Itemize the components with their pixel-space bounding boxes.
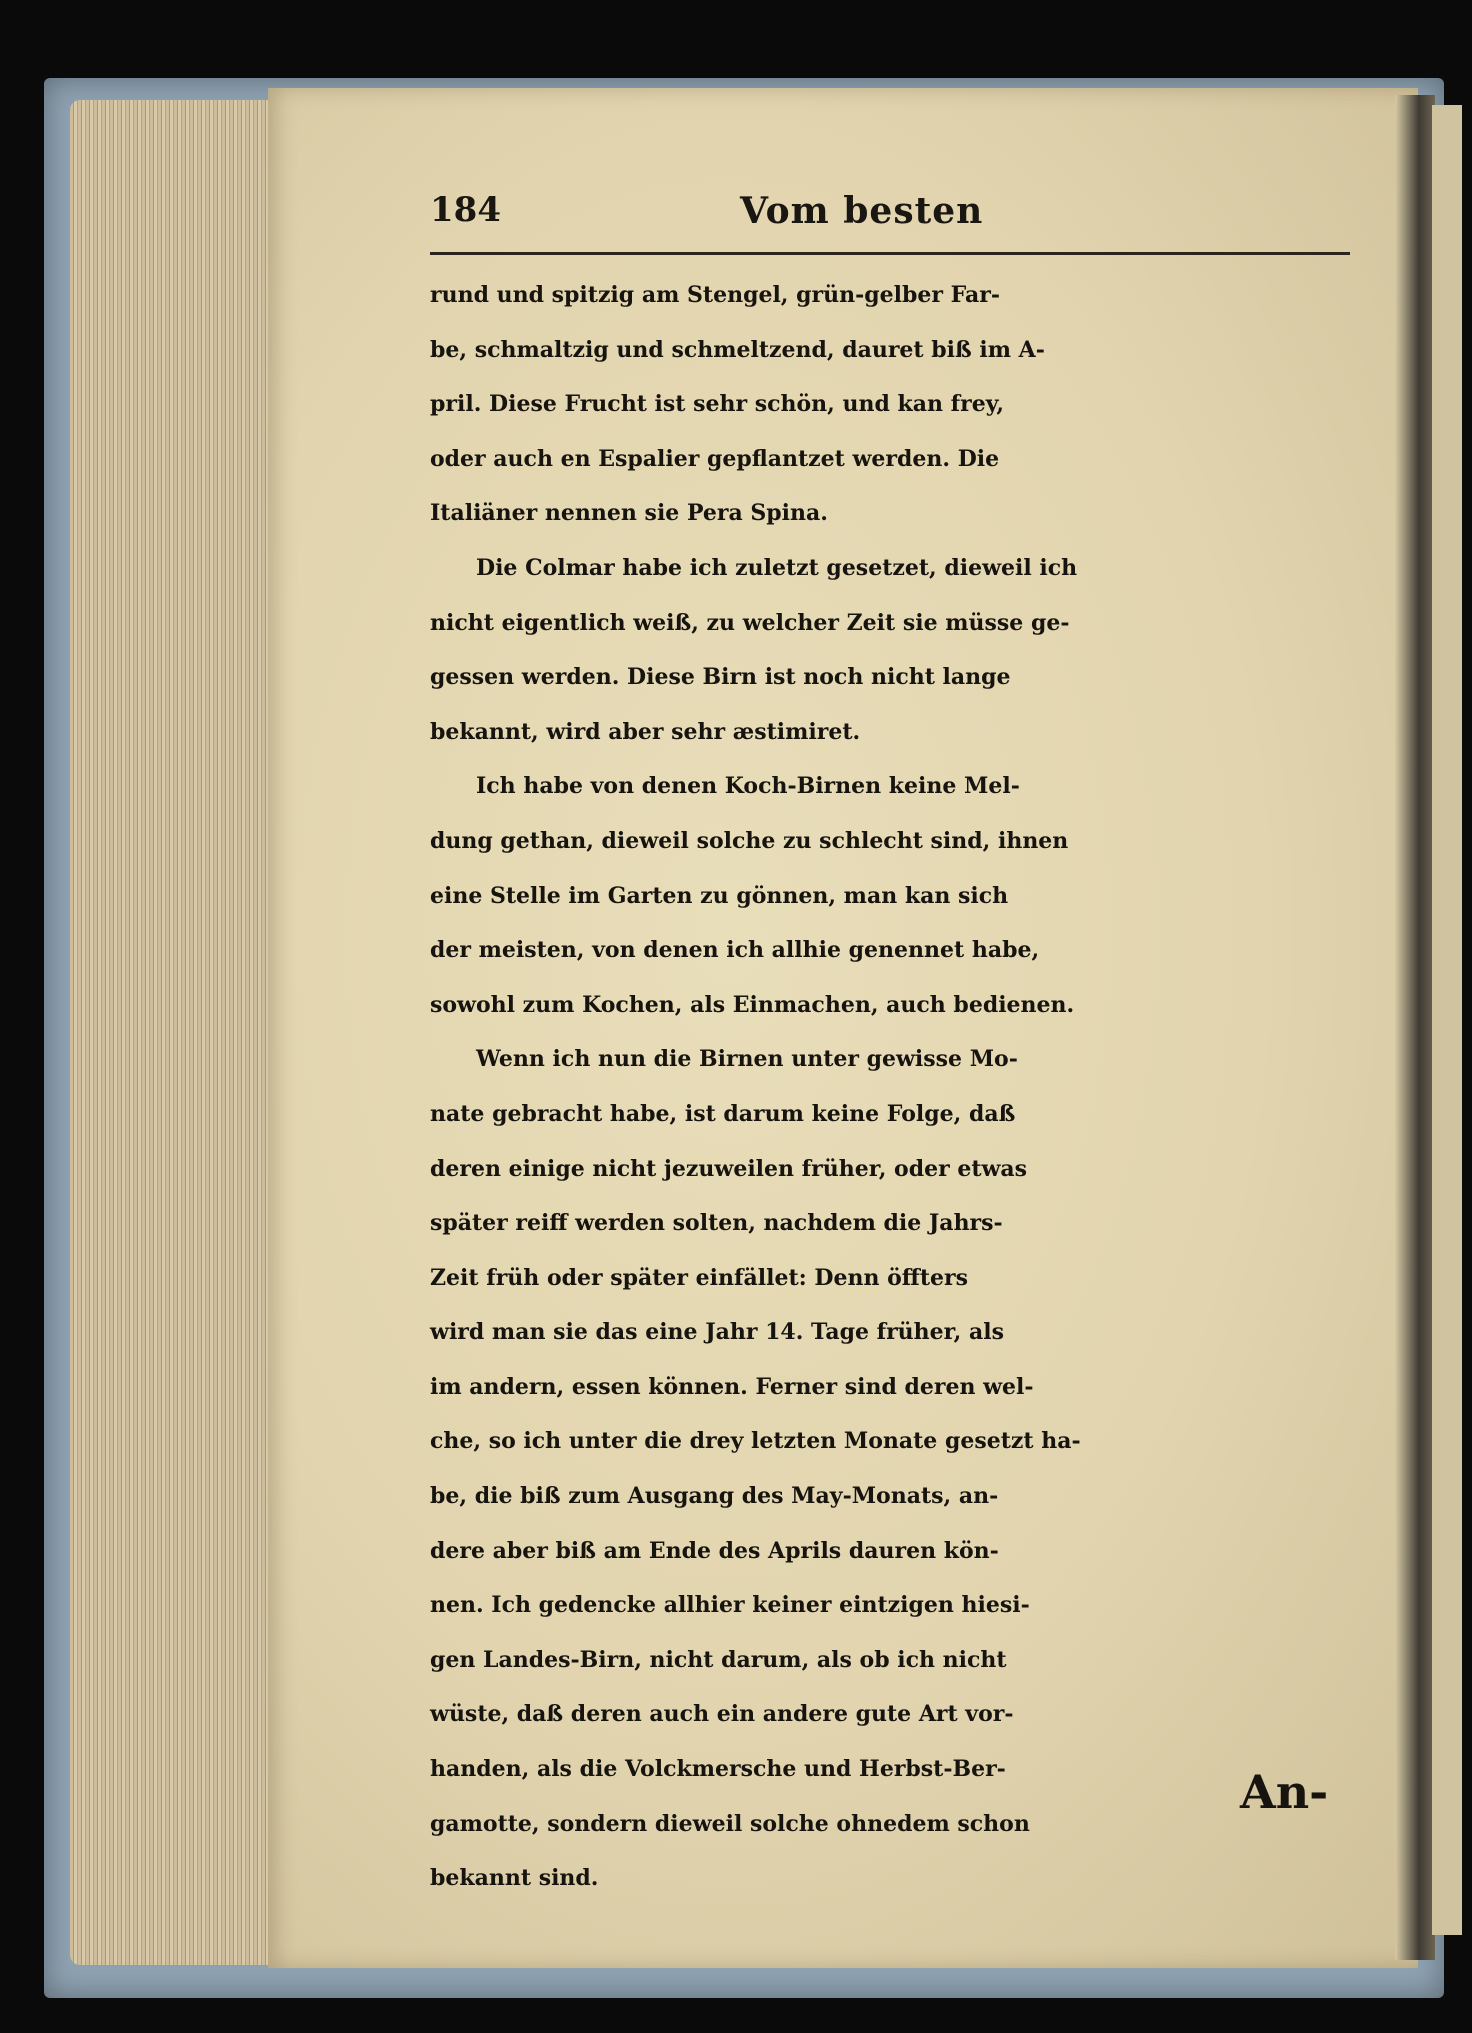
text-line: rund und spitzig am Stengel, grün-gelber Far- (430, 282, 1000, 308)
text-line: deren einige nicht jezuweilen früher, oder etwas (430, 1155, 1028, 1182)
text-line: gessen werden. Diese Birn ist noch nicht lange (430, 664, 1011, 691)
text-line: eine Stelle im Garten zu gönnen, man kan sich (430, 882, 1009, 909)
page-edges (70, 100, 280, 1965)
text-line: dung gethan, dieweil solche zu schlecht sind, ihnen (430, 827, 1069, 854)
header-rule (430, 252, 1350, 255)
text-line: gen Landes-Birn, nicht darum, als ob ich nicht (430, 1646, 1007, 1673)
page-body (430, 268, 1370, 1906)
text-line: bekannt sind. (430, 1865, 599, 1892)
text-line: be, die biß zum Ausgang des May-Monats, an- (430, 1483, 999, 1510)
text-line: Italiäner nennen sie Pera Spina. (430, 500, 828, 527)
facing-page-edge (1432, 105, 1462, 1935)
text-line: handen, als die Volckmersche und Herbst-Ber- (430, 1756, 1006, 1783)
text-line: im andern, essen können. Ferner sind deren wel- (430, 1373, 1034, 1400)
text-line: wird man sie das eine Jahr 14. Tage früher, als (430, 1319, 1004, 1346)
page-number: 184 (430, 190, 501, 230)
text-line: nicht eigentlich weiß, zu welcher Zeit sie müsse ge- (430, 609, 1070, 636)
text-line: bekannt, wird aber sehr æstimiret. (430, 718, 861, 745)
text-line: Zeit früh oder später einfället: Denn öffters (430, 1264, 968, 1291)
running-head: Vom besten (740, 190, 984, 232)
text-line: nate gebracht habe, ist darum keine Folge, daß (430, 1100, 1016, 1127)
text-line: wüste, daß deren auch ein andere gute Art vor- (430, 1701, 1014, 1728)
page-header (430, 190, 1350, 250)
text-line: sowohl zum Kochen, als Einmachen, auch bedienen. (430, 991, 1075, 1018)
text-line: be, schmaltzig und schmeltzend, dauret biß im A- (430, 336, 1045, 363)
book-gutter (1395, 95, 1435, 1960)
text-line: Die Colmar habe ich zuletzt gesetzet, dieweil ich (476, 554, 1078, 581)
text-line: der meisten, von denen ich allhie genennet habe, (430, 937, 1040, 964)
text-line: Wenn ich nun die Birnen unter gewisse Mo- (476, 1046, 1018, 1073)
catchword: An- (1240, 1765, 1329, 1819)
text-line: oder auch en Espalier gepflantzet werden. Die (430, 445, 1000, 472)
text-line: Ich habe von denen Koch-Birnen keine Mel- (476, 773, 1020, 800)
text-line: che, so ich unter die drey letzten Monate gesetzt ha- (430, 1428, 1081, 1455)
text-line: gamotte, sondern dieweil solche ohnedem schon (430, 1810, 1030, 1837)
text-line: später reiff werden solten, nachdem die Jahrs- (430, 1210, 1003, 1237)
text-line: pril. Diese Frucht ist sehr schön, und kan frey, (430, 391, 1005, 418)
text-line: nen. Ich gedencke allhier keiner eintzigen hiesi- (430, 1592, 1030, 1619)
text-line: dere aber biß am Ende des Aprils dauren kön- (430, 1537, 999, 1564)
